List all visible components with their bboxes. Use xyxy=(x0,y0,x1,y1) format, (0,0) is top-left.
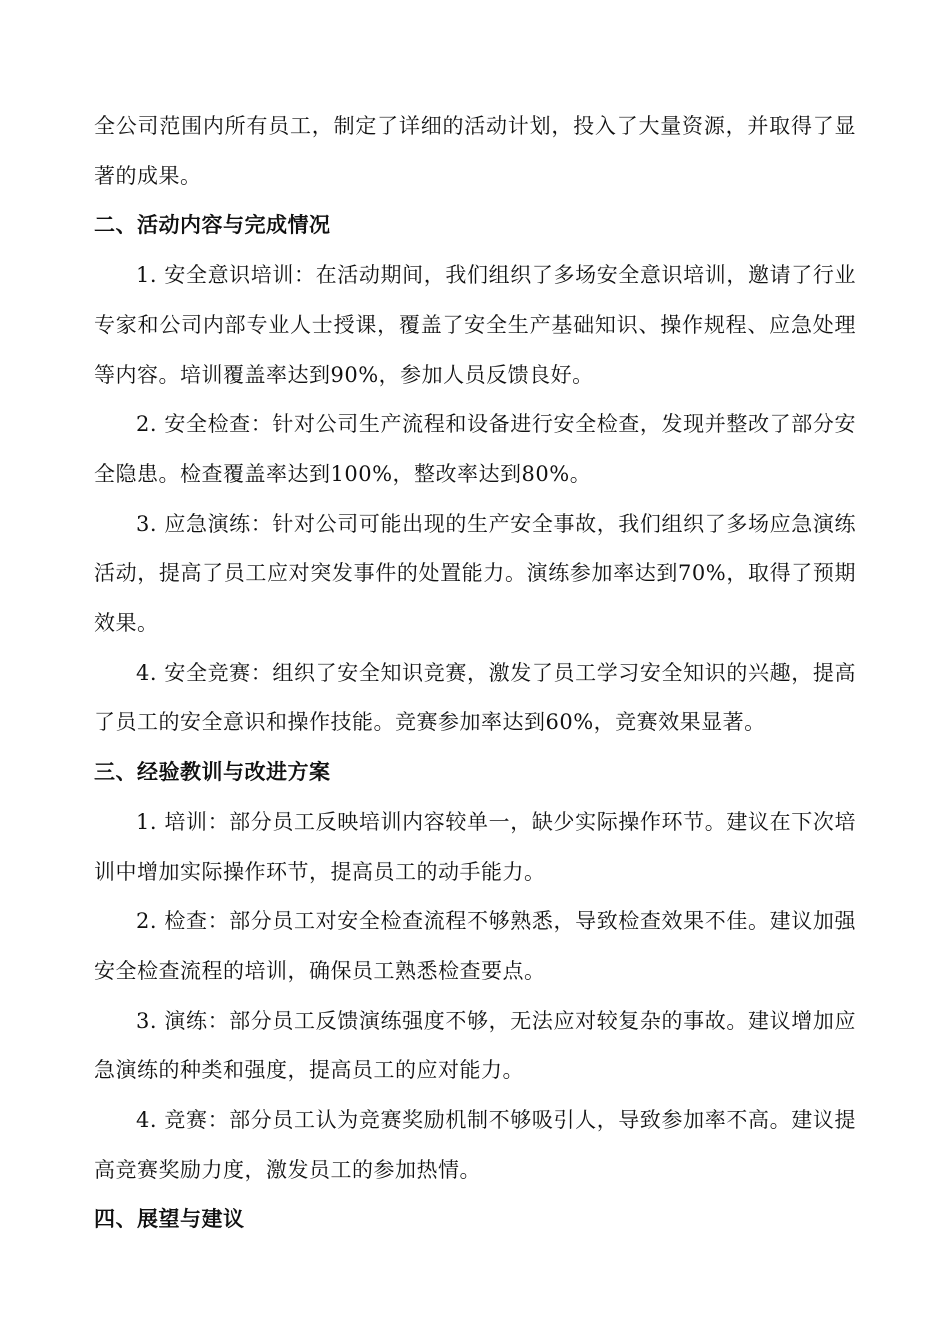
lesson-item-drill: 3. 演练：部分员工反馈演练强度不够，无法应对较复杂的事故。建议增加应急演练的种类和强度，提高员工的应对能力。 xyxy=(94,1008,856,1083)
lesson-item-inspection: 2. 检查：部分员工对安全检查流程不够熟悉，导致检查效果不佳。建议加强安全检查流程的培训，确保员工熟悉检查要点。 xyxy=(94,909,856,983)
lesson-item-competition: 4. 竞赛：部分员工认为竞赛奖励机制不够吸引人，导致参加率不高。建议提高竞赛奖励力度，激发员工的参加热情。 xyxy=(94,1108,856,1182)
activity-item-training: 1. 安全意识培训：在活动期间，我们组织了多场安全意识培训，邀请了行业专家和公司内部专业人士授课，覆盖了安全生产基础知识、操作规程、应急处理等内容。培训覆盖率达到90%，参加人员反馈良好。 xyxy=(94,263,856,387)
intro-paragraph: 全公司范围内所有员工，制定了详细的活动计划，投入了大量资源，并取得了显著的成果。 xyxy=(94,114,856,188)
section-heading-outlook: 四、展望与建议 xyxy=(94,1207,245,1232)
section-heading-lessons: 三、经验教训与改进方案 xyxy=(94,760,331,785)
lesson-item-training: 1. 培训：部分员工反映培训内容较单一，缺少实际操作环节。建议在下次培训中增加实际操作环节，提高员工的动手能力。 xyxy=(94,809,856,884)
activity-item-inspection: 2. 安全检查：针对公司生产流程和设备进行安全检查，发现并整改了部分安全隐患。检查覆盖率达到100%，整改率达到80%。 xyxy=(94,412,856,486)
activity-item-drill: 3. 应急演练：针对公司可能出现的生产安全事故，我们组织了多场应急演练活动，提高了员工应对突发事件的处置能力。演练参加率达到70%，取得了预期效果。 xyxy=(94,511,856,636)
section-heading-activities: 二、活动内容与完成情况 xyxy=(94,213,331,238)
activity-item-competition: 4. 安全竞赛：组织了安全知识竞赛，激发了员工学习安全知识的兴趣，提高了员工的安全意识和操作技能。竞赛参加率达到60%，竞赛效果显著。 xyxy=(94,660,856,735)
document-body xyxy=(94,102,856,1245)
